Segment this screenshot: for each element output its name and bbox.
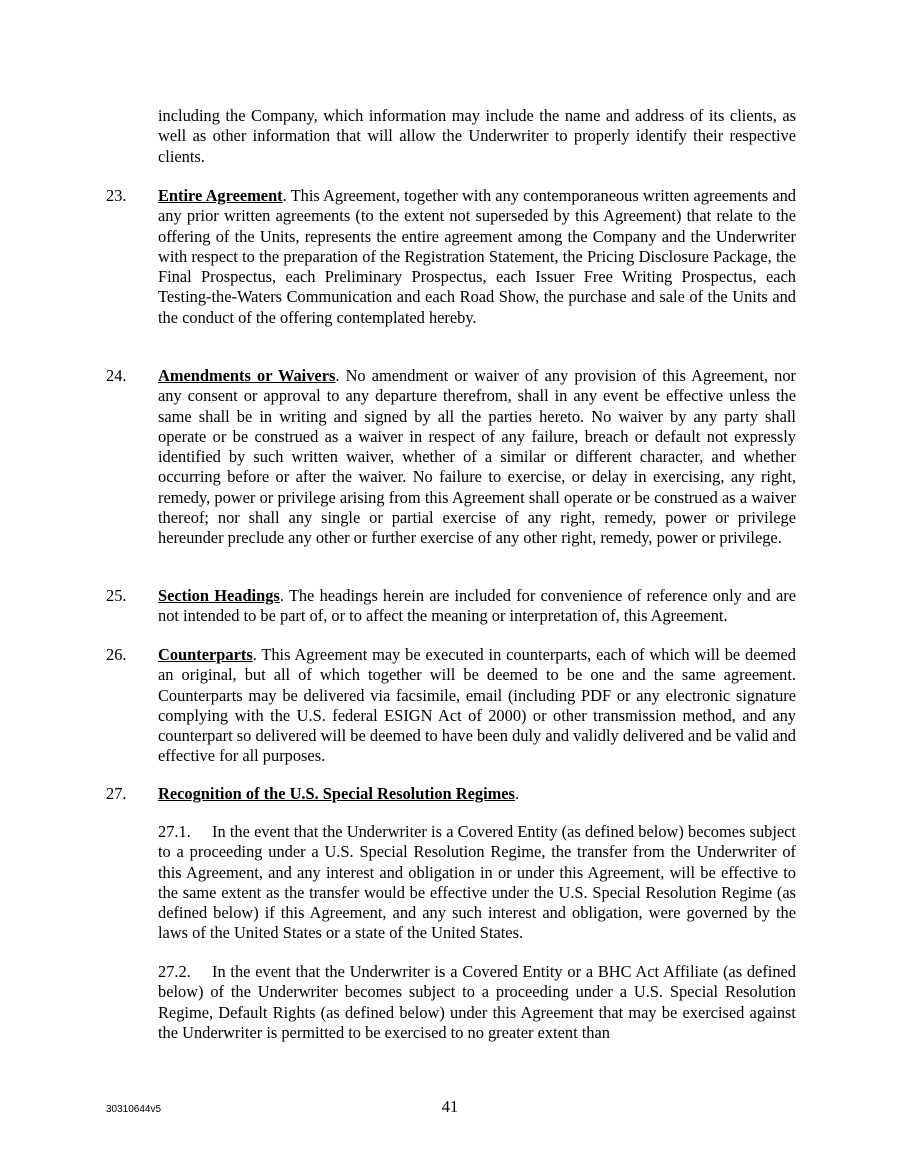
section-number: 23.	[106, 186, 127, 205]
continuation-paragraph: including the Company, which information may include the name and address of its clients, as well as other information that will allow the Underwriter to properly identify their respective clients.	[158, 106, 796, 166]
section-heading: Counterparts	[158, 645, 253, 664]
section-number: 27.	[106, 784, 127, 803]
section-body	[158, 366, 796, 549]
section-text: . No amendment or waiver of any provision of this Agreement, nor any consent or approval to any departure therefrom, shall in any event be effective unless the same shall be in writing and signed by all the parties hereto. No waiver by any party shall operate or be construed as a waiver in respect of any failure, breach or default not expressly identified by such written waiver, whether of a similar or different character, and whether occurring before or after the waiver. No failure to exercise, or delay in exercising, any right, remedy, power or privilege arising from this Agreement shall operate or be construed as a waiver thereof; nor shall any single or partial exercise of any right, remedy, power or privilege hereunder preclude any other or further exercise of any other right, remedy, power or privilege.	[158, 366, 796, 548]
section-body	[158, 784, 796, 804]
section-text: . This Agreement may be executed in counterparts, each of which will be deemed an original, but all of which together will be deemed to be one and the same agreement. Counterparts may be delivered via facsimile, email (including PDF or any electronic signature complying with the U.S. federal ESIGN Act of 2000) or other transmission method, and any counterpart so delivered will be deemed to have been duly and validly delivered and be valid and effective for all purposes.	[158, 645, 796, 766]
subsection-text: In the event that the Underwriter is a Covered Entity or a BHC Act Affiliate (as defined below) of the Underwriter becomes subject to a proceeding under a U.S. Special Resolution Regime, Default Rights (as defined below) under this Agreement that may be exercised against the Underwriter is permitted to be exercised to no greater extent than	[158, 962, 796, 1042]
subsection-number: 27.1.	[158, 822, 191, 841]
section-body	[158, 186, 796, 328]
section-heading: Section Headings	[158, 586, 280, 605]
section-heading: Recognition of the U.S. Special Resolution Regimes	[158, 784, 515, 803]
section-number: 26.	[106, 645, 127, 664]
page-number: 41	[441, 1097, 459, 1116]
section-heading: Amendments or Waivers	[158, 366, 336, 385]
section-heading: Entire Agreement	[158, 186, 283, 205]
subsection-27-1	[158, 822, 796, 944]
document-id: 30310644v5	[106, 1104, 162, 1115]
section-text: . The headings herein are included for convenience of reference only and are not intended to be part of, or to affect the meaning or interpretation of, this Agreement.	[158, 586, 796, 626]
section-body	[158, 645, 796, 767]
section-body	[158, 586, 796, 627]
subsection-number: 27.2.	[158, 962, 191, 981]
section-text: . This Agreement, together with any contemporaneous written agreements and any prior written agreements (to the extent not superseded by this Agreement) that relate to the offering of the Units, represents the entire agreement among the Company and the Underwriter with respect to the preparation of the Registration Statement, the Pricing Disclosure Package, the Final Prospectus, each Preliminary Prospectus, each Issuer Free Writing Prospectus, each Testing-the-Waters Communication and each Road Show, the purchase and sale of the Units and the conduct of the offering contemplated hereby.	[158, 186, 796, 327]
section-number: 24.	[106, 366, 127, 385]
subsection-27-2	[158, 962, 796, 1043]
subsection-text: In the event that the Underwriter is a Covered Entity (as defined below) becomes subject to a proceeding under a U.S. Special Resolution Regime, the transfer from the Underwriter of this Agreement, and any interest and obligation in or under this Agreement, will be effective to the same extent as the transfer would be effective under the U.S. Special Resolution Regime (as defined below) if this Agreement, and any such interest and obligation, were governed by the laws of the United States or a state of the United States.	[158, 822, 796, 943]
section-number: 25.	[106, 586, 127, 605]
section-text: .	[514, 784, 520, 803]
